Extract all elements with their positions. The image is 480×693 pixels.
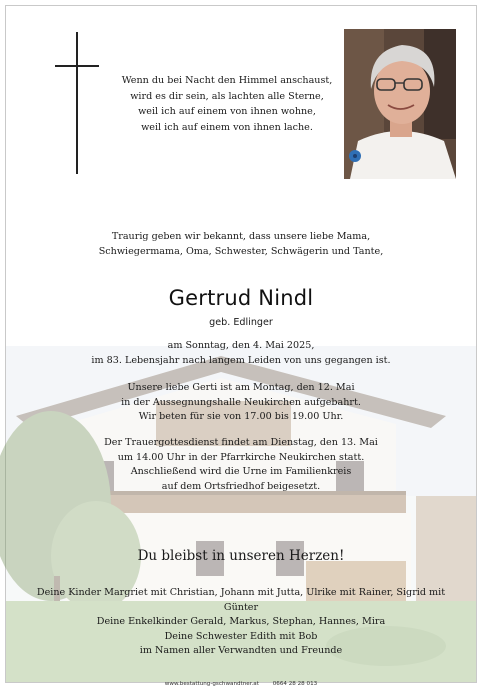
motto: Du bleibst in unseren Herzen!	[137, 548, 345, 564]
portrait-photo	[344, 29, 456, 179]
funeral-line: Anschließend wird die Urne im Familienkreis	[130, 466, 352, 477]
family-line: Deine Kinder Margriet mit Christian, Johann mit Jutta, Ulrike mit Rainer, Sigrid mit Günter	[36, 587, 446, 613]
cross-icon	[55, 32, 99, 174]
family-line: Deine Schwester Edith mit Bob	[164, 630, 318, 642]
footer-website: www.bestattung-gschwandtner.at	[164, 681, 259, 687]
viewing-line: Wir beten für sie von 17.00 bis 19.00 Uhr.	[138, 411, 344, 422]
funeral-line: Der Trauergottesdienst findet am Dienstag, den 13. Mai	[104, 437, 378, 448]
funeral-line: um 14.00 Uhr in der Pfarrkirche Neukirchen statt.	[117, 451, 365, 463]
death-notice	[26, 339, 456, 368]
announcement	[26, 230, 456, 259]
footer-phone: 0664 28 28 013	[272, 681, 318, 687]
viewing-line: Unsere liebe Gerti ist am Montag, den 12. Mai	[127, 382, 355, 393]
poem-line: Wenn du bei Nacht den Himmel anschaust,	[121, 75, 333, 86]
poem-line: weil ich auf einem von ihnen lache.	[141, 121, 313, 133]
poem	[110, 73, 344, 135]
funeral-line: auf dem Ortsfriedhof beigesetzt.	[161, 480, 321, 492]
obituary-card	[5, 5, 477, 687]
death-line: im 83. Lebensjahr nach langem Leiden von uns gegangen ist.	[91, 354, 391, 366]
announcement-line: Traurig geben wir bekannt, dass unsere liebe Mama,	[111, 231, 371, 242]
footer	[6, 681, 476, 687]
maiden-name: geb. Edlinger	[209, 317, 273, 328]
poem-line: weil ich auf einem von ihnen wohne,	[138, 106, 316, 117]
family-line: im Namen aller Verwandten und Freunde	[139, 645, 343, 656]
funeral-info	[26, 436, 456, 494]
announcement-line: Schwiegermama, Oma, Schwester, Schwägerin und Tante,	[98, 245, 384, 257]
poem-line: wird es dir sein, als lachten alle Sterne,	[130, 90, 324, 102]
family-list	[26, 586, 456, 659]
family-line: Deine Enkelkinder Gerald, Markus, Stephan, Hannes, Mira	[96, 616, 386, 627]
viewing-info	[26, 381, 456, 425]
death-line: am Sonntag, den 4. Mai 2025,	[167, 340, 315, 351]
viewing-line: in der Aussegnungshalle Neukirchen aufgebahrt.	[121, 396, 361, 408]
deceased-name: Gertrud Nindl	[168, 286, 314, 310]
